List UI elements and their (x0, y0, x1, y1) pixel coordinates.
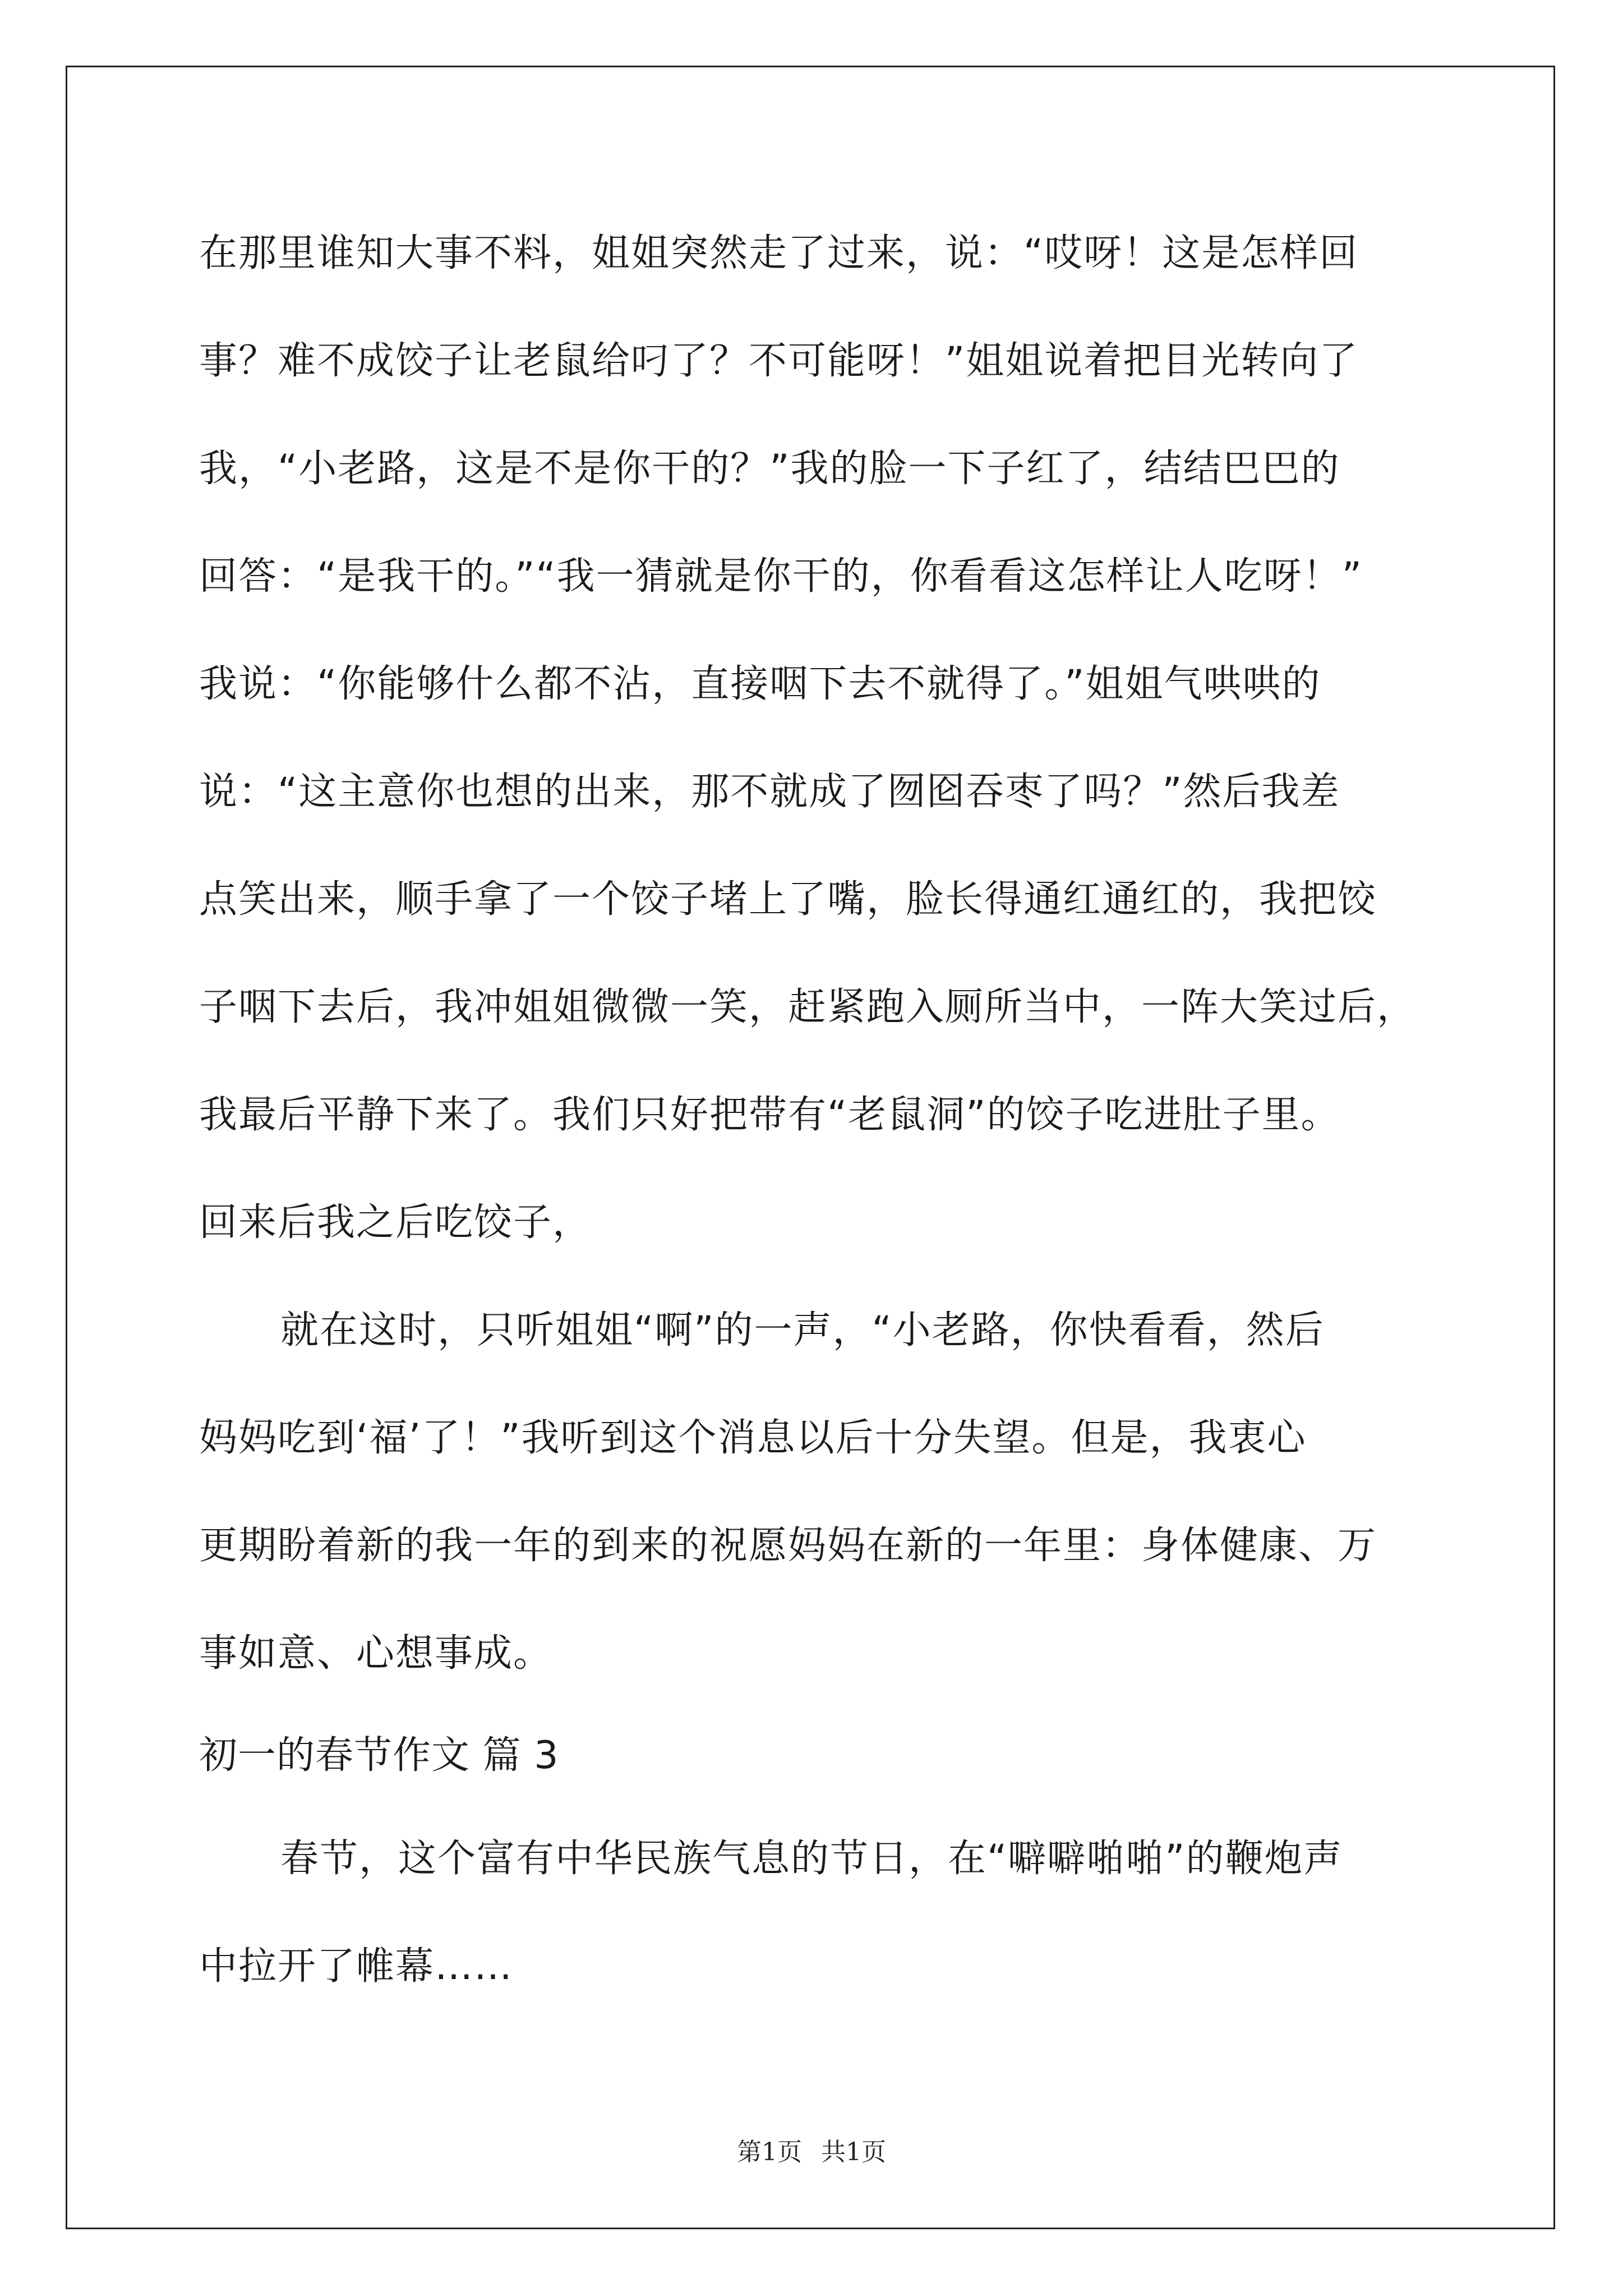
paragraph-line: 说：“这主意你也想的出来，那不就成了囫囵吞枣了吗？”然后我差 (199, 770, 1340, 814)
paragraph-line: 回来后我之后吃饺子， (199, 1200, 592, 1245)
paragraph-line: 中拉开了帷幕…… (199, 1944, 514, 1989)
paragraph-line: 事如意、心想事成。 (199, 1631, 553, 1676)
page-footer (0, 2132, 1623, 2168)
paragraph-line: 点笑出来，顺手拿了一个饺子堵上了嘴，脸长得通红通红的，我把饺 (199, 877, 1377, 922)
paragraph-line: 春节，这个富有中华民族气息的节日，在“噼噼啪啪”的鞭炮声 (280, 1837, 1343, 1881)
paragraph-line: 妈妈吃到‘福’了！”我听到这个消息以后十分失望。但是，我衷心 (199, 1416, 1307, 1460)
paragraph-line: 在那里谁知大事不料，姐姐突然走了过来，说：“哎呀！这是怎样回 (199, 231, 1359, 275)
paragraph-line: 回答：“是我干的。”“我一猜就是你干的，你看看这怎样让人吃呀！” (199, 554, 1363, 599)
page-number: 第1页 (737, 2138, 802, 2166)
paragraph-line: 我，“小老路，这是不是你干的？”我的脸一下子红了，结结巴巴的 (199, 447, 1340, 491)
page-frame (66, 66, 1555, 2229)
page-total: 共1页 (821, 2138, 886, 2166)
paragraph-line: 子咽下去后，我冲姐姐微微一笑，赶紧跑入厕所当中，一阵大笑过后， (199, 985, 1417, 1029)
paragraph-line: 更期盼着新的我一年的到来的祝愿妈妈在新的一年里：身体健康、万 (199, 1524, 1377, 1568)
paragraph-line: 就在这时，只听姐姐“啊”的一声，“小老路，你快看看，然后 (280, 1308, 1325, 1352)
paragraph-line: 我最后平静下来了。我们只好把带有“老鼠洞”的饺子吃进肚子里。 (199, 1093, 1340, 1137)
section-heading: 初一的春节作文 篇 3 (199, 1733, 559, 1778)
paragraph-line: 我说：“你能够什么都不沾，直接咽下去不就得了。”姐姐气哄哄的 (199, 662, 1321, 706)
paragraph-line: 事？难不成饺子让老鼠给叼了？不可能呀！”姐姐说着把目光转向了 (199, 339, 1359, 383)
